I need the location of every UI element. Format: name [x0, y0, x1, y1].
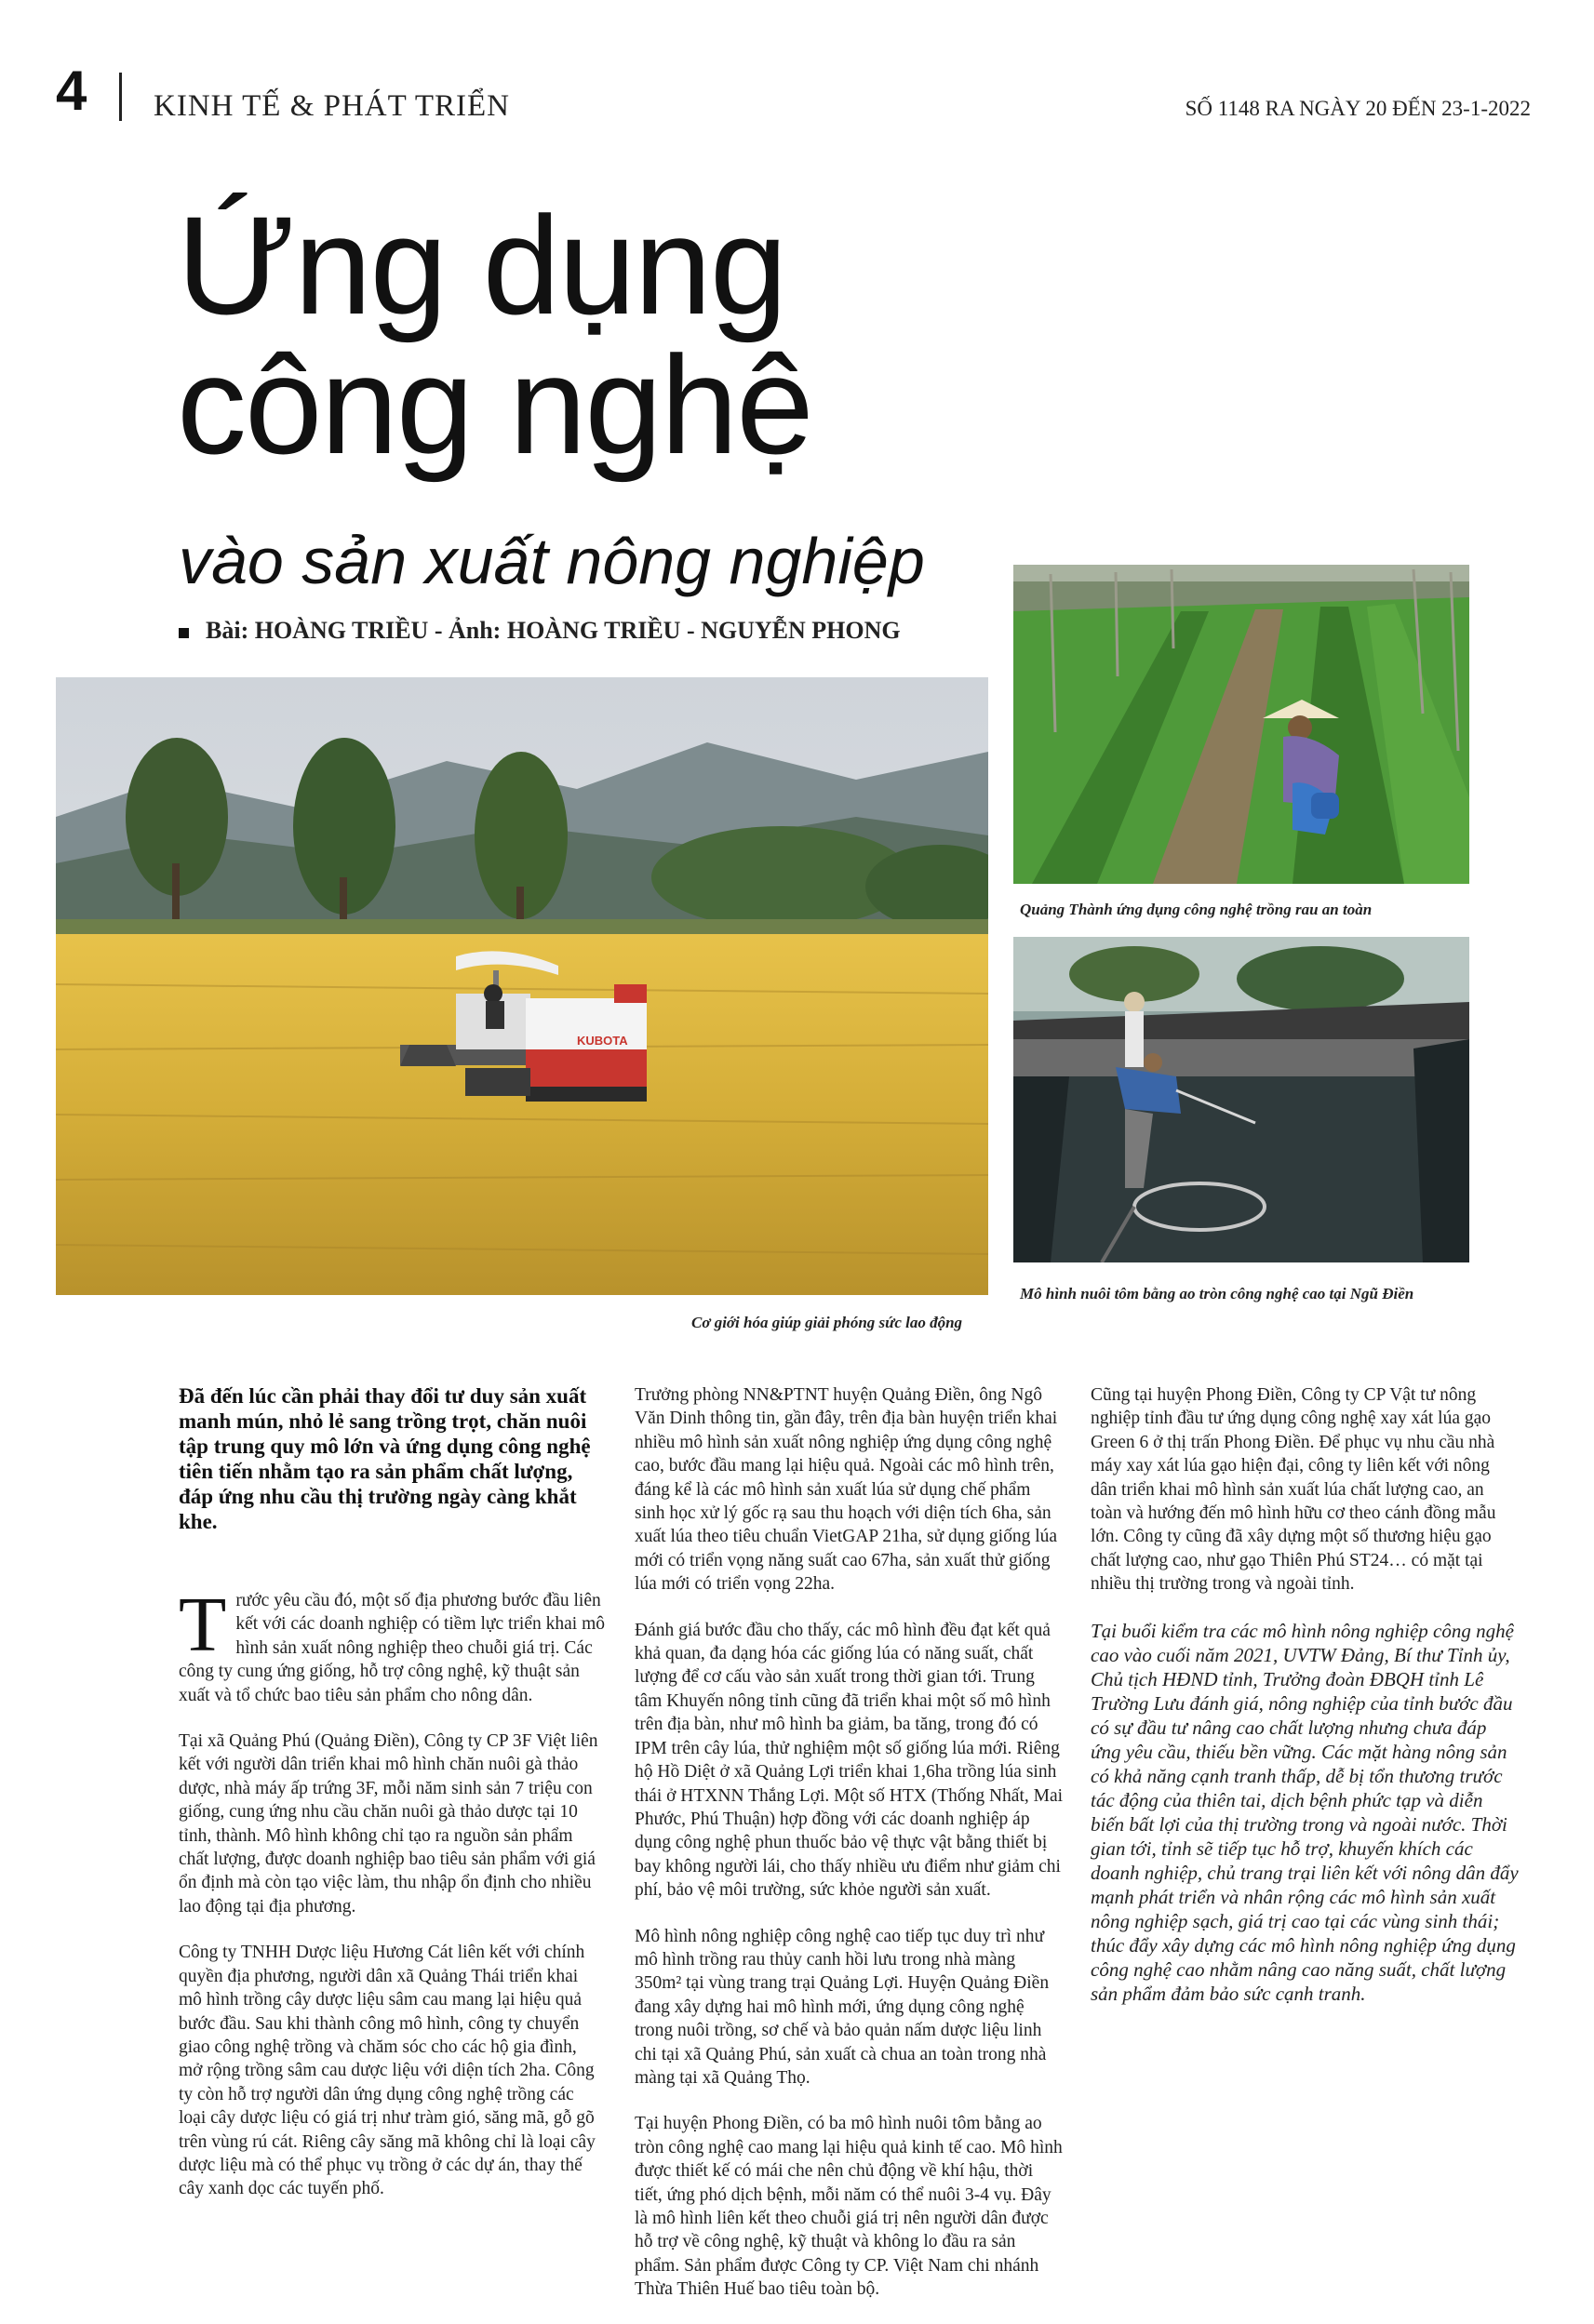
- paragraph-6: Mô hình nông nghiệp công nghệ cao tiếp tục duy trì như mô hình trồng rau thủy canh hồi lưu trong nhà màng 350m² tại vùng trang trại Quảng Lợi. Huyện Quảng Điền đang xây dựng hai mô hình mới, ứng dụng công nghệ trong nuôi trồng, sơ chế và bảo quản nấm dược liệu linh chi tại xã Quảng Phú, sản xuất cà chua an toàn trong nhà màng tại xã Quảng Thọ.: [635, 1926, 1050, 2088]
- paragraph-3: Công ty TNHH Dược liệu Hương Cát liên kết với chính quyền địa phương, người dân xã Quảng Thái triển khai mô hình trồng cây dược liệu sâm cau mang lại hiệu quả bước đầu. Sau khi thành công mô hình, công ty chuyển giao công nghệ trồng và chăm sóc cho các hộ gia đình, mở rộng trồng sâm cau dược liệu với diện tích 2ha. Công ty còn hỗ trợ người dân ứng dụng công nghệ trồng các loại cây dược liệu có giá trị như tràm gió, săng mã, gỗ gõ trên vùng rú cát. Riêng cây săng mã không chỉ là loại cây dược liệu mà có thể phục vụ trồng ở các dự án, thay thế cây xanh dọc các tuyến phố.: [179, 1943, 596, 2199]
- paragraph-2: Tại xã Quảng Phú (Quảng Điền), Công ty CP 3F Việt liên kết với người dân triển khai mô hình chăn nuôi gà thảo dược, nhà máy ấp trứng 3F, mỗi năm sinh sản 7 triệu con giống, cung ứng nhu cầu chăn nuôi gà thảo dược tại 10 tỉnh, thành. Mô hình không chỉ tạo ra nguồn sản phẩm chất lượng, được doanh nghiệp bao tiêu sản phẩm với giá ổn định mà còn tạo việc làm, thu nhập ổn định cho nhiều lao động tại địa phương.: [179, 1731, 598, 1917]
- byline: [179, 617, 901, 645]
- paragraph-7: Tại huyện Phong Điền, có ba mô hình nuôi tôm bằng ao tròn công nghệ cao mang lại hiệu quả kinh tế cao. Mô hình được thiết kế có mái che nên chủ động về khí hậu, thời tiết, ứng phó dịch bệnh, mỗi năm có thể nuôi 3-4 vụ. Đây là mô hình liên kết theo chuỗi giá trị nên người dân được hỗ trợ về công nghệ, kỹ thuật và không lo đầu ra sản phẩm. Sản phẩm được Công ty CP. Việt Nam chi nhánh Thừa Thiên Huế bao tiêu toàn bộ.: [635, 2114, 1063, 2300]
- paragraph-5: Đánh giá bước đầu cho thấy, các mô hình đều đạt kết quả khả quan, đa dạng hóa các giống lúa có năng suất, chất lượng để cơ cấu vào sản xuất trong thời gian tới. Trung tâm Khuyến nông tỉnh cũng đã triển khai một số mô hình trên địa bàn, như mô hình ba giảm, ba tăng, trong đó có IPM trên cây lúa, thử nghiệm một số giống lúa mới. Riêng hộ Hồ Diệt ở xã Quảng Lợi triển khai 1,6ha trồng lúa sinh thái ở HTXNN Thắng Lợi. Một số HTX (Thống Nhất, Mai Phước, Phú Thuận) hợp đồng với các doanh nghiệp áp dụng công nghệ phun thuốc bảo vệ thực vật bằng thiết bị bay không người lái, cho thấy nhiều ưu điểm như giảm chi phí, bảo vệ môi trường, sức khỏe người sản xuất.: [635, 1620, 1064, 1901]
- harvester-brand-text: KUBOTA: [577, 1034, 628, 1048]
- photo-vegetable-field: [1013, 565, 1469, 884]
- caption-shrimp-photo: Mô hình nuôi tôm bằng ao tròn công nghệ cao tại Ngũ Điền: [1020, 1285, 1414, 1302]
- headline-line-2: công nghệ: [177, 327, 812, 483]
- article-lead: Đã đến lúc cần phải thay đổi tư duy sản xuất manh mún, nhỏ lẻ sang trồng trọt, chăn nuôi tập trung quy mô lớn và ứng dụng công nghệ tiên tiến nhằm tạo ra sản phẩm chất lượng, đáp ứng nhu cầu thị trường ngày càng khắt khe.: [179, 1384, 591, 1533]
- page-number: 4: [56, 60, 87, 122]
- photo-rice-harvester: [56, 677, 988, 1295]
- section-title: KINH TẾ & PHÁT TRIỂN: [154, 89, 510, 123]
- headline-line-1: Ứng dụng: [177, 187, 786, 343]
- header-divider: [119, 73, 122, 121]
- article-column-3: [1091, 1383, 1519, 2028]
- article-column-1: [179, 1582, 605, 2224]
- issue-info: SỐ 1148 RA NGÀY 20 ĐẾN 23-1-2022: [1185, 97, 1531, 120]
- photo-shrimp-pond: [1013, 937, 1469, 1262]
- headline: [177, 187, 812, 483]
- subhead: vào sản xuất nông nghiệp: [179, 525, 925, 597]
- caption-main-photo: Cơ giới hóa giúp giải phóng sức lao động: [691, 1314, 963, 1331]
- byline-text: Bài: HOÀNG TRIỀU - Ảnh: HOÀNG TRIỀU - NGUYỄN PHONG: [206, 617, 901, 644]
- article-column-2: [635, 1383, 1065, 2324]
- paragraph-8: Cũng tại huyện Phong Điền, Công ty CP Vật tư nông nghiệp tỉnh đầu tư ứng dụng công nghệ xay xát lúa gạo Green 6 ở thị trấn Phong Điền. Để phục vụ nhu cầu nhà máy xay xát lúa gạo hiện đại, công ty liên kết với nông dân triển khai mô hình sản xuất lúa chất lượng cao, an toàn và hướng đến mô hình hữu cơ theo cánh đồng mẫu lớn. Công ty cũng đã xây dựng một số thương hiệu gạo chất lượng cao, như gạo Thiên Phú ST24… có mặt tại nhiều thị trường trong và ngoài tỉnh.: [1091, 1385, 1496, 1595]
- paragraph-1: [179, 1582, 605, 1707]
- caption-vegetable-photo: Quảng Thành ứng dụng công nghệ trồng rau an toàn: [1020, 901, 1373, 918]
- paragraph-1-text: rước yêu cầu đó, một số địa phương bước đầu liên kết với các doanh nghiệp có tiềm lực triển khai mô hình sản xuất nông nghiệp theo chuỗi giá trị. Các công ty cung ứng giống, hỗ trợ công nghệ, kỹ thuật sản xuất và tổ chức bao tiêu sản phẩm cho nông dân.: [179, 1591, 605, 1705]
- closing-quote: Tại buổi kiểm tra các mô hình nông nghiệp công nghệ cao vào cuối năm 2021, UVTW Đảng, Bí thư Tỉnh ủy, Chủ tịch HĐND tỉnh, Trưởng đoàn ĐBQH tỉnh Lê Trường Lưu đánh giá, nông nghiệp của tỉnh bước đầu có sự đầu tư nâng cao chất lượng nhưng chưa đáp ứng yêu cầu, thiếu bền vững. Các mặt hàng nông sản có khả năng cạnh tranh thấp, dễ bị tổn thương trước tác động của thiên tai, dịch bệnh phức tạp và diễn biến bất lợi của thị trường trong và ngoài nước. Thời gian tới, tỉnh sẽ tiếp tục hỗ trợ, khuyến khích các doanh nghiệp, chủ trang trại liên kết với nông dân đẩy mạnh phát triển và nhân rộng các mô hình sản xuất nông nghiệp sạch, giá trị cao tại các vùng sinh thái; thúc đẩy xây dựng các mô hình nông nghiệp ứng dụng công nghệ cao nhằm nâng cao năng suất, chất lượng sản phẩm đảm bảo sức cạnh tranh.: [1091, 1619, 1519, 2005]
- dropcap: T: [179, 1582, 227, 1668]
- byline-bullet: [179, 628, 189, 638]
- paragraph-4: Trưởng phòng NN&PTNT huyện Quảng Điền, ông Ngô Văn Dinh thông tin, gần đây, trên địa bàn huyện triển khai nhiều mô hình sản xuất nông nghiệp ứng dụng công nghệ cao, bước đầu mang lại hiệu quả. Ngoài các mô hình trên, đáng kể là các mô hình sản xuất lúa sử dụng chế phẩm sinh học xử lý gốc rạ sau thu hoạch với diện tích 6ha, sản xuất lúa theo tiêu chuẩn VietGAP 21ha, sử dụng giống lúa mới có triển vọng năng suất cao 67ha, sản xuất thử giống lúa mới có triển vọng 22ha.: [635, 1385, 1058, 1595]
